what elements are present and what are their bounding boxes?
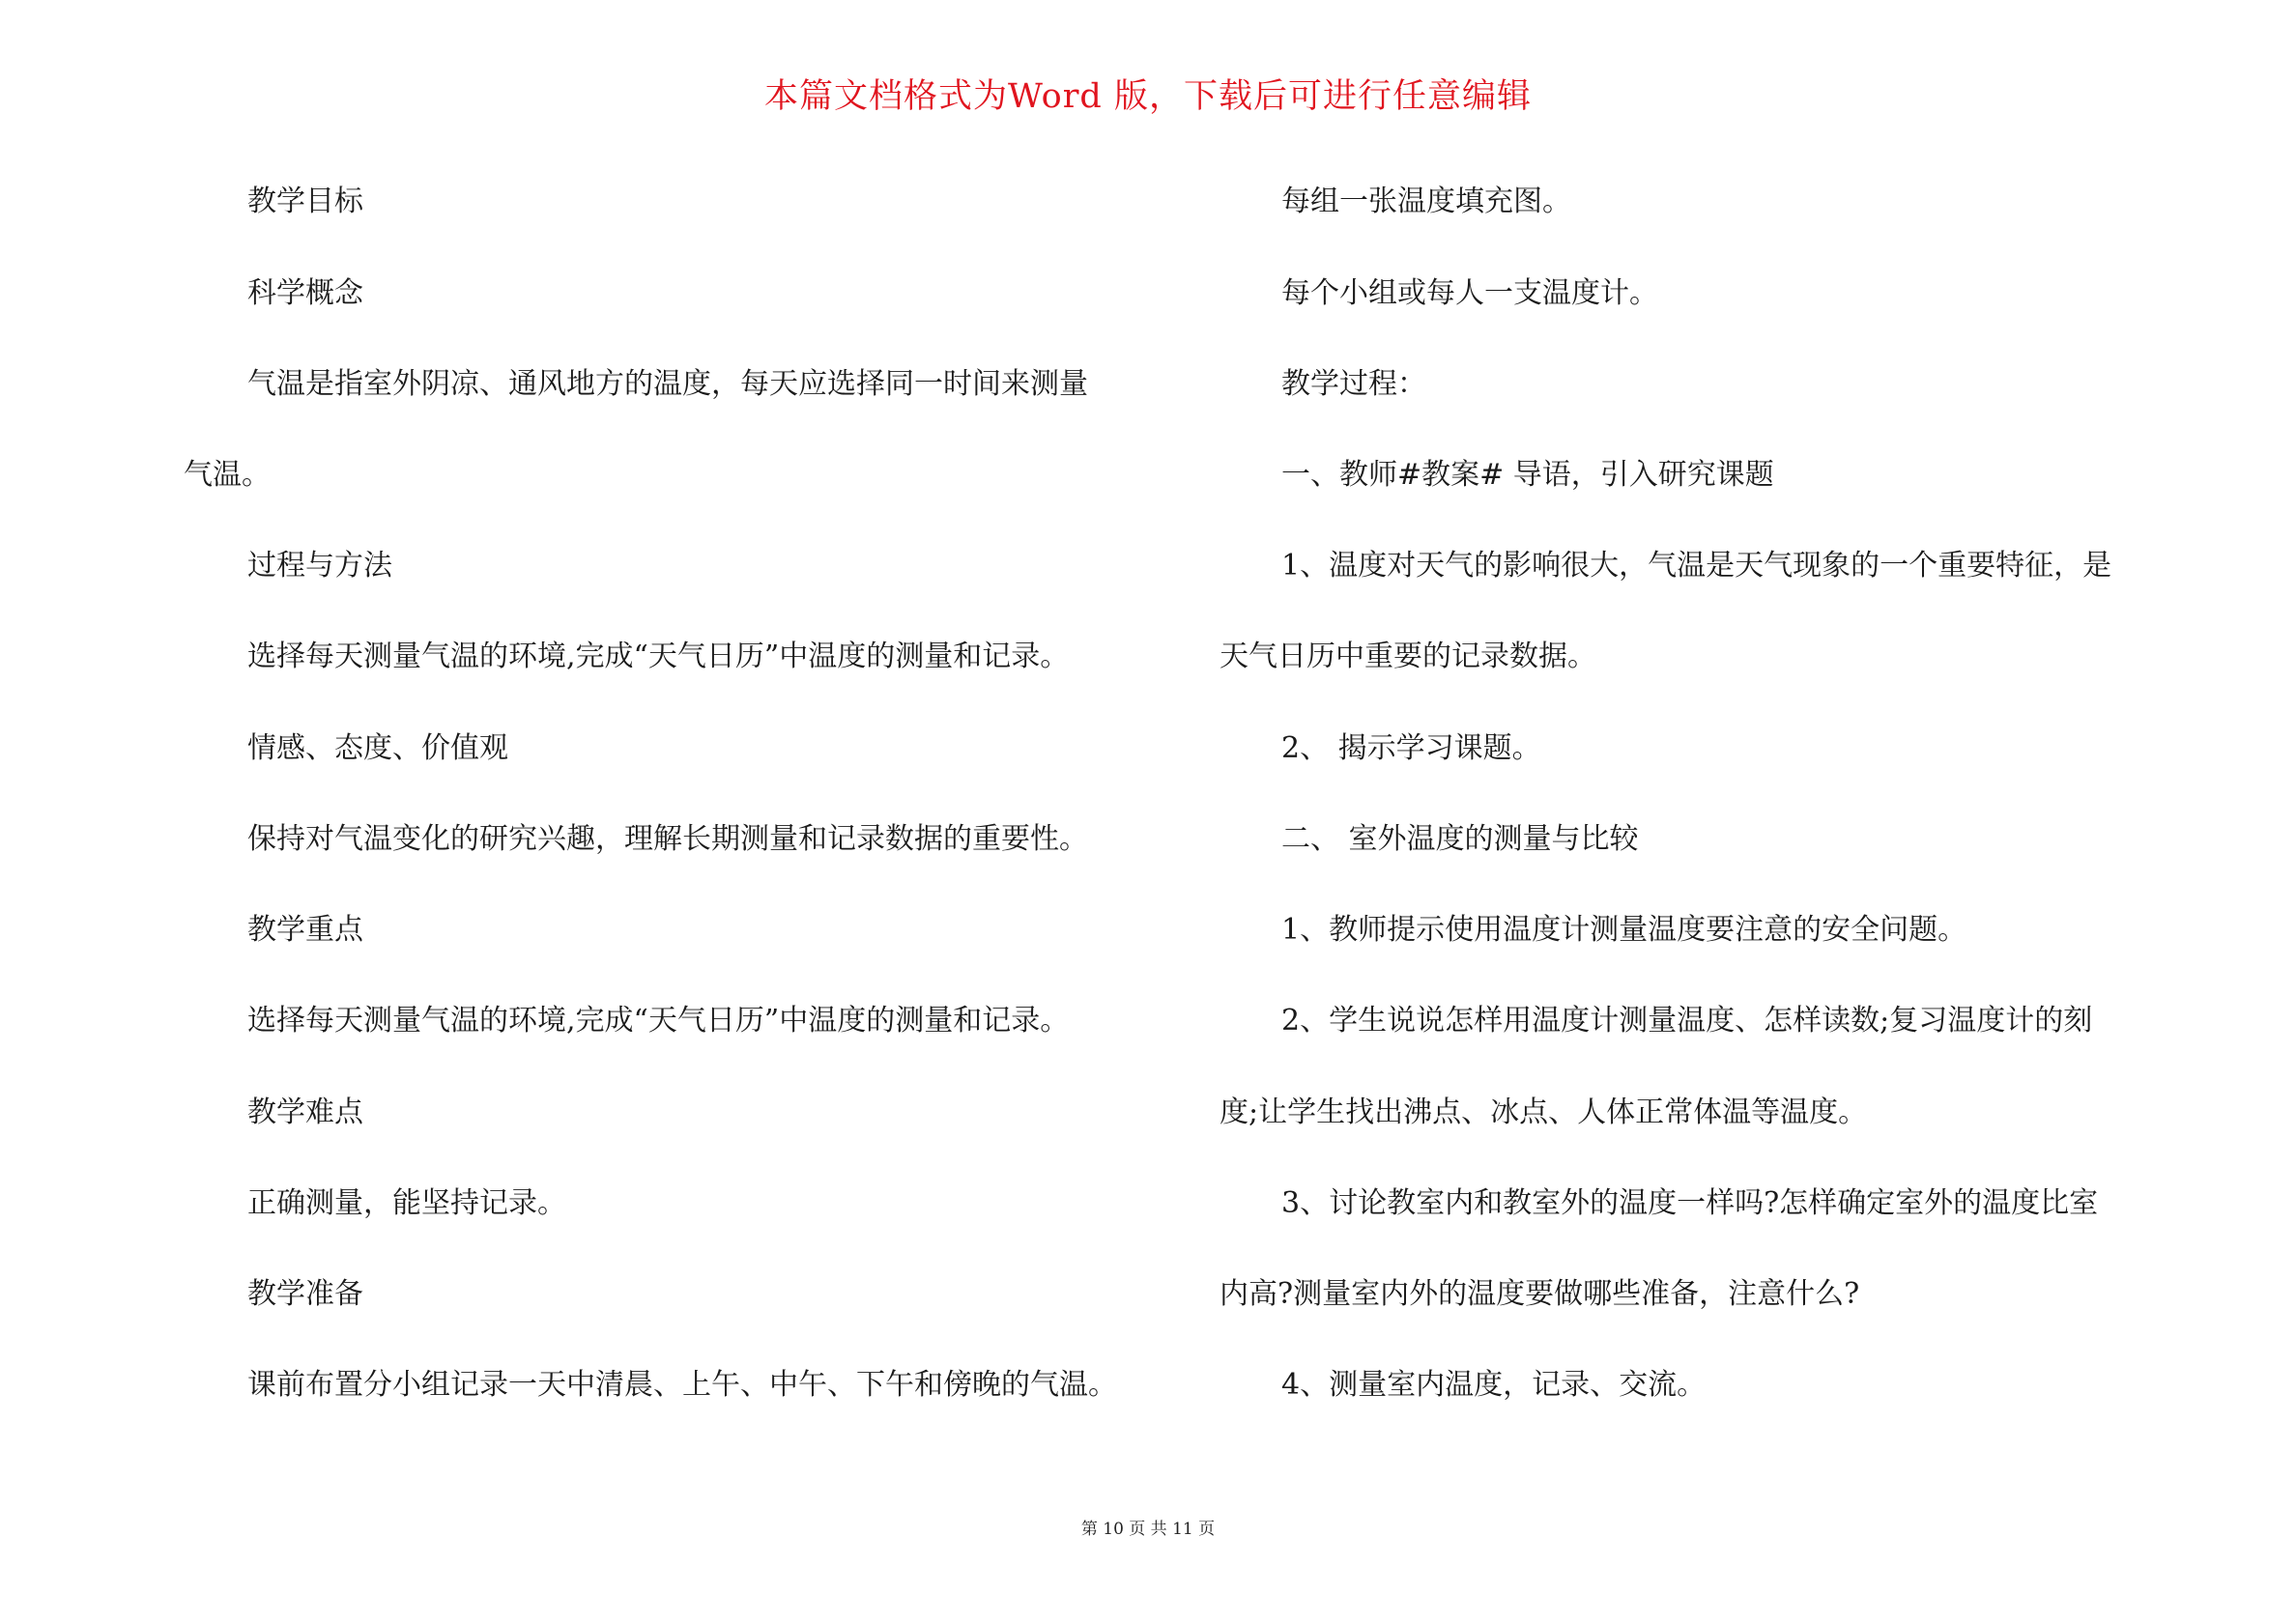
text-line: 课前布置分小组记录一天中清晨、上午、中午、下午和傍晚的气温。 <box>247 1368 1117 1402</box>
text-line: 教学难点 <box>247 1096 363 1129</box>
text-line: 科学概念 <box>247 276 363 310</box>
text-line: 每个小组或每人一支温度计。 <box>1281 276 1658 310</box>
text-line: 气温是指室外阴凉、通风地方的温度，每天应选择同一时间来测量 <box>247 367 1088 401</box>
page-number: 第 10 页 共 11 页 <box>1080 1520 1216 1539</box>
text-line: 教学目标 <box>247 185 363 218</box>
text-line: 内高?测量室内外的温度要做哪些准备，注意什么? <box>1220 1277 1860 1311</box>
text-line: 一、教师#教案# 导语，引入研究课题 <box>1281 458 1774 492</box>
text-line: 4、测量室内温度，记录、交流。 <box>1281 1368 1707 1402</box>
text-line: 正确测量，能坚持记录。 <box>247 1186 566 1220</box>
text-line: 气温。 <box>184 458 271 492</box>
document-banner: 本篇文档格式为Word 版，下载后可进行任意编辑 <box>764 77 1532 116</box>
text-line: 保持对气温变化的研究兴趣，理解长期测量和记录数据的重要性。 <box>247 822 1088 856</box>
text-line: 3、讨论教室内和教室外的温度一样吗?怎样确定室外的温度比室 <box>1281 1186 2099 1220</box>
text-line: 2、 揭示学习课题。 <box>1281 731 1541 765</box>
text-line: 过程与方法 <box>247 549 392 583</box>
text-line: 1、温度对天气的影响很大，气温是天气现象的一个重要特征，是 <box>1281 549 2112 583</box>
text-line: 教学准备 <box>247 1277 363 1311</box>
text-line: 天气日历中重要的记录数据。 <box>1220 640 1596 673</box>
text-line: 选择每天测量气温的环境,完成“天气日历”中温度的测量和记录。 <box>247 640 1070 673</box>
text-line: 教学过程： <box>1281 367 1426 401</box>
text-line: 2、学生说说怎样用温度计测量温度、怎样读数;复习温度计的刻 <box>1281 1004 2093 1038</box>
text-line: 选择每天测量气温的环境,完成“天气日历”中温度的测量和记录。 <box>247 1004 1070 1038</box>
text-line: 度;让学生找出沸点、冰点、人体正常体温等温度。 <box>1220 1096 1868 1129</box>
text-line: 每组一张温度填充图。 <box>1281 185 1571 218</box>
text-line: 二、 室外温度的测量与比较 <box>1281 822 1639 856</box>
text-line: 教学重点 <box>247 913 363 947</box>
text-line: 情感、态度、价值观 <box>247 731 508 765</box>
text-line: 1、教师提示使用温度计测量温度要注意的安全问题。 <box>1281 913 1967 947</box>
